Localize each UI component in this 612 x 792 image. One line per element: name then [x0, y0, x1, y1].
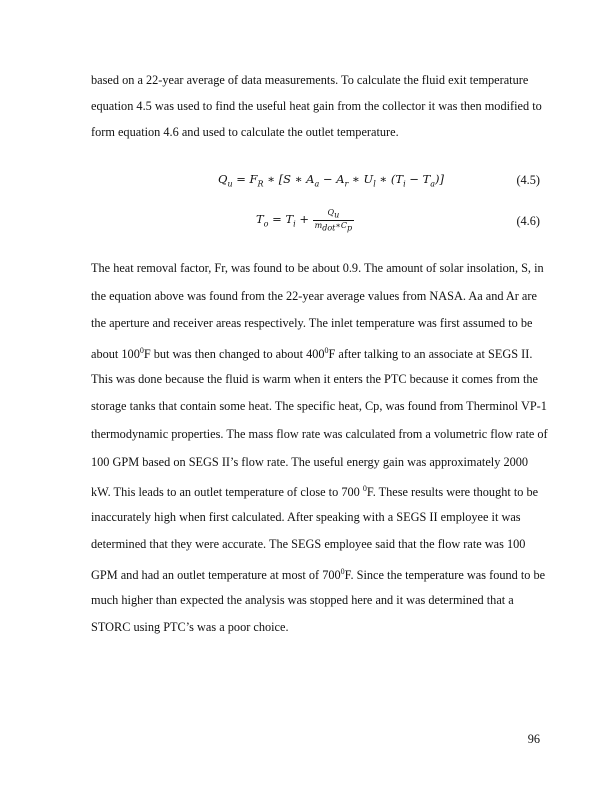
text-line: STORC using PTC’s was a poor choice. — [91, 620, 289, 634]
text-line: 100 GPM based on SEGS II’s flow rate. The useful energy gain was approximately 2000 — [91, 455, 529, 469]
text-line: about $100^0F$ but was then changed to about $400^0F$ after talking to an associate at SEGS II. — [91, 346, 533, 362]
text-line: based on a 22-year average of data measurements. To calculate the fluid exit temperature — [91, 73, 529, 87]
text-line: form equation 4.6 and used to calculate the outlet temperature. — [91, 125, 399, 139]
text-line: kW. This leads to an outlet temperature of close to 700 $^0$F. These results were thought to be — [91, 484, 539, 500]
text-line: equation 4.5 was used to find the useful heat gain from the collector it was then modified to — [91, 99, 542, 113]
text-line: the aperture and receiver areas respectively. The inlet temperature was first assumed to be — [91, 316, 533, 330]
text-line: thermodynamic properties. The mass flow rate was calculated from a volumetric flow rate of — [91, 427, 548, 441]
equation-body: $Q_u = F_R$ ∗ [S ∗ $A_a - A_r$ ∗ $U_l$ ∗ $(T_i - T_a)$] — [218, 172, 445, 189]
text-line: The heat removal factor, Fr, was found to be about 0.9. The amount of solar insolation, S, in — [91, 261, 544, 275]
text-line: the equation above was found from the 22-year average values from NASA. Aa and Ar are — [91, 289, 537, 303]
text-line: storage tanks that contain some heat. The specific heat, Cp, was found from Therminol VP-1 — [91, 399, 547, 413]
text-line: GPM and had an outlet temperature at most of $700^0F$. Since the temperature was found to be — [91, 567, 546, 583]
equation-number: (4.5) — [516, 173, 540, 187]
text-line: inaccurately high when first calculated. After speaking with a SEGS II employee it was — [91, 510, 521, 524]
page-number: 96 — [527, 732, 540, 746]
text-line: determined that they were accurate. The SEGS employee said that the flow rate was 100 — [91, 537, 526, 551]
text-line: This was done because the fluid is warm when it enters the PTC because it comes from the — [91, 372, 539, 386]
text-line: much higher than expected the analysis was stopped here and it was determined that a — [91, 593, 514, 607]
equation-body: $T_o = T_i$ + $\frac{Q_u}{m_{dot}∗C_p}$ — [256, 208, 353, 233]
equation-number: (4.6) — [516, 214, 540, 228]
